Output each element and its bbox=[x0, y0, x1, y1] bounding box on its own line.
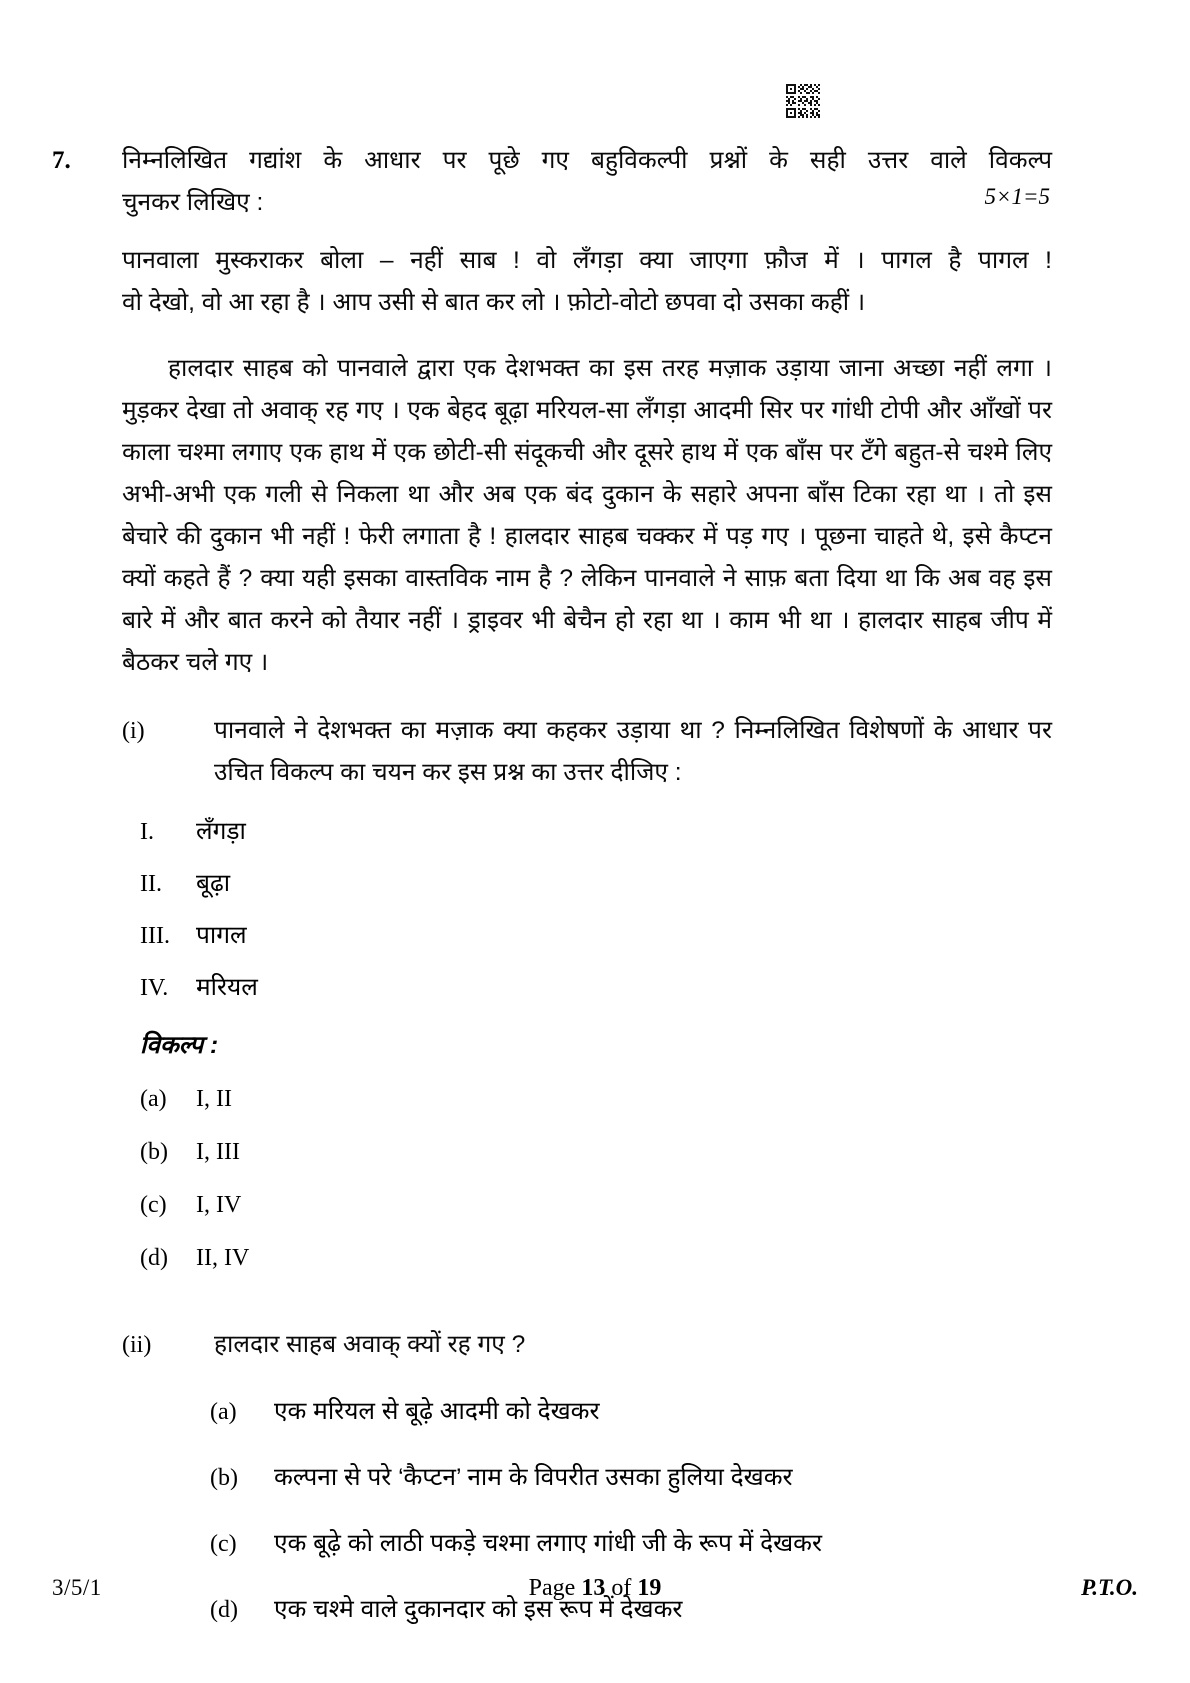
roman-item-label: I. bbox=[140, 819, 154, 845]
question-stem-line-1: निम्नलिखित गद्यांश के आधार पर पूछे गए बहुविकल्पी प्रश्नों के सही उत्तर वाले विकल्प bbox=[122, 147, 1052, 174]
sub-question-i-text: पानवाले ने देशभक्त का मज़ाक क्या कहकर उड़ाया था ? निम्नलिखित विशेषणों के आधार पर उचित विकल्प का चयन कर इस प्रश्न का उत्तर दीजिए : bbox=[214, 717, 1052, 786]
page-label: Page bbox=[528, 1575, 576, 1601]
sub-question-i bbox=[52, 684, 1052, 1278]
option-a-label: (a) bbox=[140, 1086, 167, 1112]
question-content bbox=[52, 140, 1052, 1630]
marks-allocation: 5×1=5 bbox=[984, 184, 1050, 209]
option-d-label: (d) bbox=[140, 1245, 168, 1271]
passage-block bbox=[52, 240, 1052, 684]
passage-body bbox=[122, 240, 1052, 684]
option-a-text: I, II bbox=[196, 1086, 232, 1112]
sub-question-ii-text: हालदार साहब अवाक् क्यों रह गए ? bbox=[214, 1331, 526, 1358]
question-stem-line-2: चुनकर लिखिए : bbox=[122, 189, 264, 216]
option-b[interactable] bbox=[140, 1132, 1052, 1172]
option-list-i bbox=[140, 1079, 1052, 1278]
option-c-label: (c) bbox=[210, 1531, 237, 1557]
roman-item bbox=[140, 812, 1052, 852]
option-a-label: (a) bbox=[210, 1399, 237, 1425]
passage-para-2: हालदार साहब को पानवाले द्वारा एक देशभक्त का इस तरह मज़ाक उड़ाया जाना अच्छा नहीं लगा । मुड़कर देखा तो अवाक् रह गए । एक बेहद बूढ़ा मरियल-सा लँगड़ा आदमी सिर पर गांधी टोपी और आँखों पर काला चश्मा लगाए एक हाथ में एक छोटी-सी संदूकची और दूसरे हाथ में एक बाँस पर टँगे बहुत-से चश्मे लिए अभी-अभी एक गली से निकला था और अब एक बंद दुकान के सहारे अपना बाँस टिका रहा था । तो इस बेचारे की दुकान भी नहीं ! फेरी लगाता है ! हालदार साहब चक्कर में पड़ गए । पूछना चाहते थे, इसे कैप्टन क्यों कहते हैं ? क्या यही इसका वास्तविक नाम है ? लेकिन पानवाले ने साफ़ बता दिया था कि अब वह इस बारे में और बात करने को तैयार नहीं । ड्राइवर भी बेचैन हो रहा था । काम भी था । हालदार साहब जीप में बैठकर चले गए । bbox=[122, 355, 1052, 676]
page-total: 19 bbox=[637, 1575, 662, 1601]
sub-question-i-label: (i) bbox=[122, 718, 145, 744]
roman-item-list bbox=[140, 812, 1052, 1008]
roman-item-text: पागल bbox=[196, 922, 247, 949]
option-d[interactable] bbox=[140, 1238, 1052, 1278]
question-number: 7. bbox=[52, 147, 71, 174]
passage-para-1-line-2: वो देखो, वो आ रहा है । आप उसी से बात कर लो । फ़ोटो-वोटो छपवा दो उसका कहीं । bbox=[122, 289, 866, 316]
page-footer bbox=[52, 1575, 1138, 1601]
options-heading: विकल्प : bbox=[140, 1032, 219, 1059]
roman-item-label: IV. bbox=[140, 975, 169, 1001]
sub-question-ii-label: (ii) bbox=[122, 1332, 152, 1358]
option-a-text: एक मरियल से बूढ़े आदमी को देखकर bbox=[274, 1398, 600, 1425]
page-of-label: of bbox=[611, 1575, 632, 1601]
roman-item bbox=[140, 864, 1052, 904]
option-c-label: (c) bbox=[140, 1192, 167, 1218]
option-c-text: एक बूढ़े को लाठी पकड़े चश्मा लगाए गांधी जी के रूप में देखकर bbox=[274, 1530, 823, 1557]
roman-item bbox=[140, 968, 1052, 1008]
page-indicator bbox=[52, 1575, 1138, 1602]
option-b[interactable] bbox=[210, 1458, 1052, 1498]
option-a[interactable] bbox=[140, 1079, 1052, 1119]
pto-label: P.T.O. bbox=[1081, 1575, 1138, 1600]
roman-item-label: III. bbox=[140, 923, 170, 949]
option-c[interactable] bbox=[140, 1185, 1052, 1225]
roman-item bbox=[140, 916, 1052, 956]
roman-item-text: मरियल bbox=[196, 974, 258, 1001]
option-b-label: (b) bbox=[210, 1465, 238, 1491]
option-c-text: I, IV bbox=[196, 1192, 242, 1218]
option-b-text: कल्पना से परे ‘कैप्टन’ नाम के विपरीत उसका हुलिया देखकर bbox=[274, 1464, 793, 1491]
option-d-label: (d) bbox=[210, 1597, 238, 1623]
option-b-text: I, III bbox=[196, 1139, 240, 1165]
option-d-text: एक चश्मे वाले दुकानदार को इस रूप में देखकर bbox=[274, 1596, 683, 1623]
option-d-text: II, IV bbox=[196, 1245, 250, 1271]
question-7 bbox=[52, 140, 1052, 224]
roman-item-text: लँगड़ा bbox=[196, 818, 246, 845]
roman-item-text: बूढ़ा bbox=[196, 870, 231, 897]
option-b-label: (b) bbox=[140, 1139, 168, 1165]
option-a[interactable] bbox=[210, 1392, 1052, 1432]
passage-para-1-line-1: पानवाला मुस्कराकर बोला – नहीं साब ! वो लँगड़ा क्या जाएगा फ़ौज में । पागल है पागल ! bbox=[122, 247, 1052, 274]
question-stem bbox=[122, 140, 1052, 224]
page-number: 13 bbox=[581, 1575, 606, 1601]
paper-code: 3/5/1 bbox=[52, 1575, 102, 1600]
option-c[interactable] bbox=[210, 1524, 1052, 1564]
roman-item-label: II. bbox=[140, 871, 162, 897]
qr-code-icon bbox=[786, 84, 820, 118]
